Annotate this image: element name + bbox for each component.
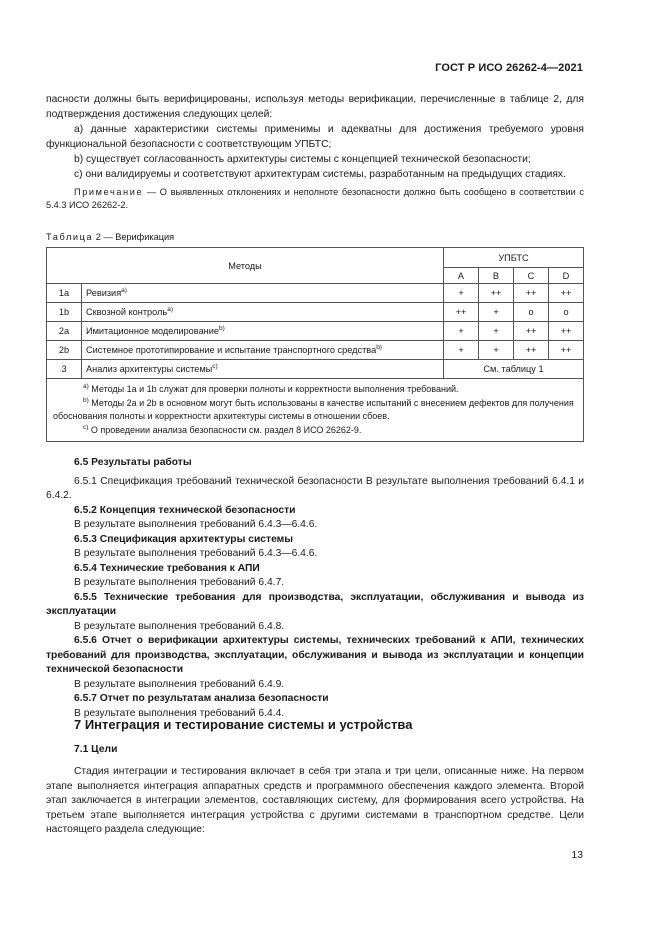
row-number: 2b [47,341,82,360]
rating-cell: + [444,284,479,303]
rating-cell: ++ [549,284,584,303]
subsection-653-text: В результате выполнения требований 6.4.3—6.4.6. [74,548,318,559]
table-row [47,322,584,341]
rating-cell: + [444,341,479,360]
upbts-header: УПБТС [444,248,584,268]
verification-table [46,247,584,442]
subsection-651: 6.5.1 Спецификация требований технической безопасности В результате выполнения требований 6.4.1 и 6.4.2. [46,475,584,501]
subsection-657-heading: 6.5.7 Отчет по результатам анализа безопасности [74,693,329,704]
method-name: Сквозной контроль$^{a)}$ [82,303,444,322]
note [46,186,584,212]
method-name: Ревизия$^{a)}$ [82,284,444,303]
list-item-b: b) существует согласованность архитектуры системы с концепцией технической безопасности; [74,154,531,165]
method-name: Анализ архитектуры системы$^{c)}$ [82,360,444,379]
rating-cell: + [444,322,479,341]
rating-cell: ++ [479,284,514,303]
footnote-a: $^{a)}$ Методы 1a и 1b служат для проверки полноты и корректности выполнения требований. [83,383,459,394]
table-row [47,360,584,379]
rating-cell: ++ [549,341,584,360]
col-header-b: B [479,268,514,284]
row-number: 1b [47,303,82,322]
col-header-c: C [514,268,549,284]
results-section [46,456,584,721]
row-number: 1a [47,284,82,303]
subsection-652-heading: 6.5.2 Концепция технической безопасности [74,504,296,516]
table-row [47,284,584,303]
subsection-652-text: В результате выполнения требований 6.4.3—6.4.6. [74,519,318,530]
standard-header: ГОСТ Р ИСО 26262-4—2021 [435,62,583,74]
table-row [47,341,584,360]
subsection-655-text: В результате выполнения требований 6.4.8. [74,620,285,632]
footnote-b: $^{b)}$ Методы 2a и 2b в основном могут быть использованы в качестве испытаний с внесением дефектов для получения обоснования полноты и корректности архитектуры системы в отношении сбоев. [53,396,574,421]
intro-block [46,92,584,212]
row-number: 3 [47,360,82,379]
section-7-1-heading: 7.1 Цели [74,743,118,755]
rating-cell: ++ [444,303,479,322]
rating-cell: ++ [514,284,549,303]
rating-cell: ++ [549,322,584,341]
section-7-title: 7 Интеграция и тестирование системы и устройства [74,717,413,732]
results-heading: 6.5 Результаты работы [74,457,192,468]
intro-paragraph: пасности должны быть верифицированы, используя методы верификации, перечисленные в таблице 2, для подтверждения достижения следующих целей: [46,94,584,120]
subsection-654-heading: 6.5.4 Технические требования к АПИ [74,562,260,574]
table-caption-text: 2 — Верификация [93,232,175,242]
rating-cell: o [549,303,584,322]
row-number: 2a [47,322,82,341]
section-7 [46,718,584,838]
methods-header: Методы [47,248,444,284]
subsection-655-heading: 6.5.5 Технические требования для производства, эксплуатации, обслуживания и вывода из эксплуатации [46,591,584,617]
rating-cell: o [514,303,549,322]
method-name: Имитационное моделирование$^{b)}$ [82,322,444,341]
table-caption-label: Таблица [46,232,94,242]
table-caption [46,232,174,242]
rating-cell: ++ [514,322,549,341]
section-7-1-paragraph: Стадия интеграции и тестирования включает в себя три этапа и три цели, описанные ниже. На первом этапе выполняется интеграция аппаратных средств и программного обеспечения каждого элемента. Второй этап заключается в интеграции элементов, составляющих систему, для формирования всего устройства. На третьем этапе выполняется интеграция устройства с другими системами в транспортном средстве. Цели настоящего раздела следующие: [46,766,584,835]
col-header-a: A [444,268,479,284]
table-footnotes [47,379,584,442]
page-number: 13 [571,850,583,861]
rating-cell: + [479,303,514,322]
footnote-c: $^{c)}$ О проведении анализа безопасности см. раздел 8 ИСО 26262-9. [83,423,362,435]
method-name: Системное прототипирование и испытание транспортного средства$^{b)}$ [82,341,444,360]
rating-cell: ++ [514,341,549,360]
rating-cell: + [479,322,514,341]
subsection-656-heading: 6.5.6 Отчет о верификации архитектуры системы, технических требований к АПИ, технических требований для производства, эксплуатации, обслуживания и вывода из эксплуатации и концепции технической безопасности [46,635,584,675]
list-item-a: а) данные характеристики системы применимы и адекватны для достижения требуемого уровня функциональной безопасности с соответствующим УПБТС; [46,124,584,150]
subsection-654-text: В результате выполнения требований 6.4.7. [74,577,285,588]
merged-rating-cell: См. таблицу 1 [444,360,584,379]
subsection-653-heading: 6.5.3 Спецификация архитектуры системы [74,533,294,545]
subsection-656-text: В результате выполнения требований 6.4.9. [74,678,285,690]
note-text: — О выявленных отклонениях и неполноте безопасности должно быть сообщено в соответствии с 5.4.3 ИСО 26262-2. [46,187,584,210]
table-row [47,303,584,322]
note-label: Примечание [74,187,144,197]
col-header-d: D [549,268,584,284]
subsection-657-text: В результате выполнения требований 6.4.4. [74,707,285,719]
list-item-c: c) они валидируемы и соответствуют архитектурам системы, разработанным на предыдущих стадиях. [74,169,566,180]
rating-cell: + [479,341,514,360]
